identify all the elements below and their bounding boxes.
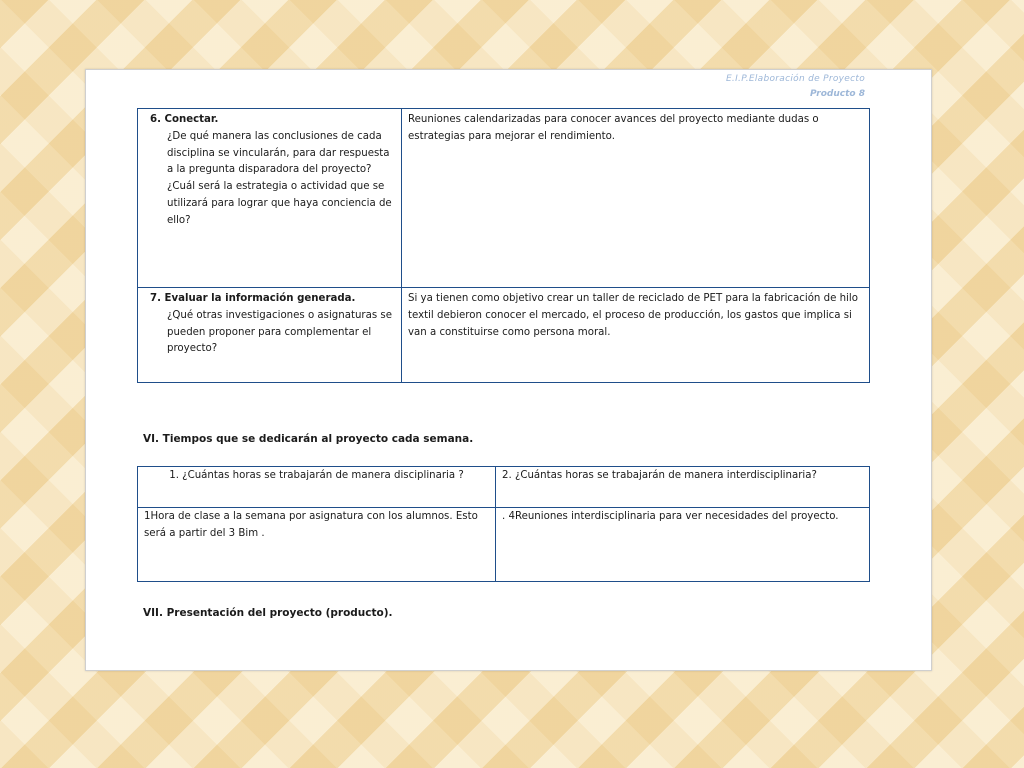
answer-cell: Si ya tienen como objetivo crear un taller de reciclado de PET para la fabricación de hilo textil debieron conocer el mercado, el proceso de producción, los gastos que implica si van a constituirse como persona moral. bbox=[402, 288, 870, 383]
table-header-row bbox=[138, 467, 870, 508]
weekly-hours-table bbox=[137, 466, 870, 582]
table-row bbox=[138, 508, 870, 582]
disciplinary-hours-cell: 1Hora de clase a la semana por asignatura con los alumnos. Esto será a partir del 3 Bim . bbox=[138, 508, 496, 582]
project-steps-table bbox=[137, 108, 870, 383]
question-title: 6. Conectar. bbox=[150, 114, 219, 125]
answer-cell: Reuniones calendarizadas para conocer avances del proyecto mediante dudas o estrategias para mejorar el rendimiento. bbox=[402, 109, 870, 288]
section-title-presentation: VII. Presentación del proyecto (producto). bbox=[143, 607, 393, 619]
question-text: ¿De qué manera las conclusiones de cada disciplina se vincularán, para dar respuesta a la pregunta disparadora del proyecto? ¿Cuál será la estrategia o actividad que se utilizará para lograr que haya conciencia de ello? bbox=[167, 130, 392, 226]
table-row bbox=[138, 288, 870, 383]
question-cell bbox=[138, 109, 402, 288]
question-cell bbox=[138, 288, 402, 383]
header-disciplinary-hours: 1. ¿Cuántas horas se trabajarán de manera disciplinaria ? bbox=[138, 467, 496, 508]
document-header-product: Producto 8 bbox=[809, 89, 865, 99]
header-interdisciplinary-hours: 2. ¿Cuántas horas se trabajarán de manera interdisciplinaria? bbox=[496, 467, 870, 508]
document-header-title: E.I.P.Elaboración de Proyecto bbox=[725, 74, 865, 84]
interdisciplinary-hours-cell: . 4Reuniones interdisciplinaria para ver necesidades del proyecto. bbox=[496, 508, 870, 582]
document-page bbox=[85, 69, 932, 671]
question-title: 7. Evaluar la información generada. bbox=[150, 293, 356, 304]
table-row bbox=[138, 109, 870, 288]
section-title-times: VI. Tiempos que se dedicarán al proyecto cada semana. bbox=[143, 433, 474, 445]
question-text: ¿Qué otras investigaciones o asignaturas se pueden proponer para complementar el proyecto? bbox=[167, 309, 392, 355]
